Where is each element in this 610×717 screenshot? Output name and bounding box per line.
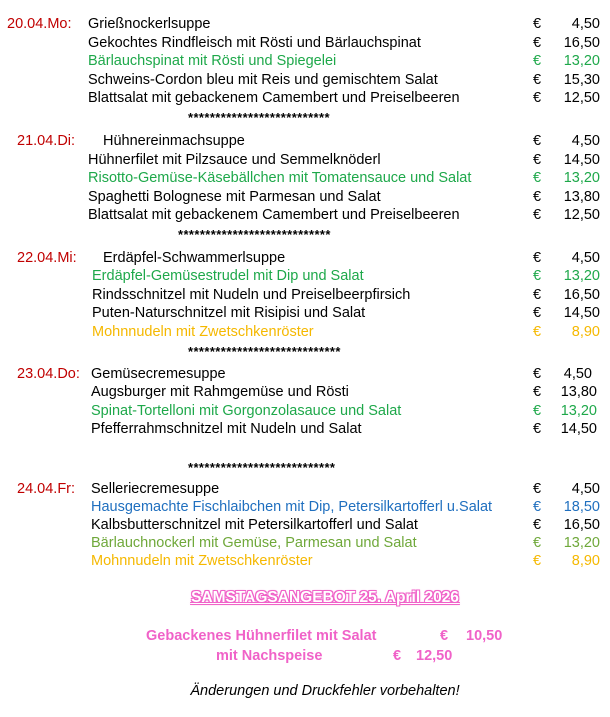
menu-item-dessert: Mohnnudeln mit Zwetschkenröster bbox=[91, 553, 313, 569]
menu-item-vegetarian: Bärlauchnockerl mit Gemüse, Parmesan und Salat bbox=[91, 535, 417, 551]
menu-price: 13,20 bbox=[563, 170, 600, 186]
menu-item: Augsburger mit Rahmgemüse und Rösti bbox=[91, 384, 349, 400]
menu-price: 4,50 bbox=[571, 250, 600, 266]
euro-sign: € bbox=[533, 72, 542, 88]
separator: *************************** bbox=[188, 460, 336, 475]
menu-item-vegetarian: Risotto-Gemüse-Käsebällchen mit Tomatensauce und Salat bbox=[88, 170, 472, 186]
separator: ************************** bbox=[188, 110, 330, 125]
euro-sign: € bbox=[533, 535, 542, 551]
menu-price: 18,50 bbox=[563, 499, 600, 515]
euro-sign: € bbox=[533, 133, 542, 149]
euro-sign: € bbox=[533, 421, 542, 437]
saturday-offer-euro: € bbox=[393, 648, 402, 664]
menu-price: 16,50 bbox=[563, 35, 600, 51]
euro-sign: € bbox=[533, 53, 542, 69]
euro-sign: € bbox=[533, 207, 542, 223]
menu-price: 13,20 bbox=[563, 535, 600, 551]
menu-price: 13,20 bbox=[563, 53, 600, 69]
euro-sign: € bbox=[533, 189, 542, 205]
euro-sign: € bbox=[533, 481, 542, 497]
menu-item: Blattsalat mit gebackenem Camembert und Preiselbeeren bbox=[88, 90, 460, 106]
menu-price: 8,90 bbox=[571, 553, 600, 569]
saturday-offer-price: 10,50 bbox=[466, 628, 503, 644]
menu-price: 13,80 bbox=[560, 384, 597, 400]
menu-item: Hühnerfilet mit Pilzsauce und Semmelknöderl bbox=[88, 152, 381, 168]
menu-price: 16,50 bbox=[563, 517, 600, 533]
menu-item: Hühnereinmachsuppe bbox=[103, 133, 245, 149]
menu-item: Gekochtes Rindfleisch mit Rösti und Bärlauchspinat bbox=[88, 35, 421, 51]
menu-price: 4,50 bbox=[571, 133, 600, 149]
menu-price: 12,50 bbox=[563, 207, 600, 223]
menu-price: 14,50 bbox=[560, 421, 597, 437]
menu-item: Spaghetti Bolognese mit Parmesan und Salat bbox=[88, 189, 381, 205]
menu-item: Schweins-Cordon bleu mit Reis und gemischtem Salat bbox=[88, 72, 438, 88]
menu-item-vegetarian: Spinat-Tortelloni mit Gorgonzolasauce und Salat bbox=[91, 403, 402, 419]
euro-sign: € bbox=[533, 384, 542, 400]
disclaimer: Änderungen und Druckfehler vorbehalten! bbox=[190, 683, 460, 699]
saturday-offer-title: SAMSTAGSANGEBOT 25. April 2026 bbox=[191, 589, 459, 606]
euro-sign: € bbox=[533, 268, 542, 284]
menu-price: 14,50 bbox=[563, 305, 600, 321]
menu-price: 16,50 bbox=[563, 287, 600, 303]
menu-price: 8,90 bbox=[571, 324, 600, 340]
menu-price: 4,50 bbox=[563, 366, 592, 382]
menu-item-dessert: Mohnnudeln mit Zwetschkenröster bbox=[92, 324, 314, 340]
euro-sign: € bbox=[533, 90, 542, 106]
menu-item-vegetarian: Bärlauchspinat mit Rösti und Spiegelei bbox=[88, 53, 337, 69]
euro-sign: € bbox=[533, 499, 542, 515]
euro-sign: € bbox=[533, 517, 542, 533]
euro-sign: € bbox=[533, 366, 542, 382]
menu-price: 13,80 bbox=[563, 189, 600, 205]
menu-item: Rindsschnitzel mit Nudeln und Preiselbeerpfirsich bbox=[92, 287, 411, 303]
euro-sign: € bbox=[533, 305, 542, 321]
saturday-offer-euro: € bbox=[440, 628, 449, 644]
day-label: 23.04.Do: bbox=[17, 366, 80, 382]
menu-item: Gemüsecremesuppe bbox=[91, 366, 226, 382]
menu-item: Pfefferrahmschnitzel mit Nudeln und Salat bbox=[91, 421, 362, 437]
menu-item: Kalbsbutterschnitzel mit Petersilkartofferl und Salat bbox=[91, 517, 418, 533]
menu-price: 13,20 bbox=[560, 403, 597, 419]
menu-price: 15,30 bbox=[563, 72, 600, 88]
euro-sign: € bbox=[533, 170, 542, 186]
day-label: 24.04.Fr: bbox=[17, 481, 76, 497]
menu-price: 4,50 bbox=[571, 16, 600, 32]
day-label: 20.04.Mo: bbox=[7, 16, 72, 32]
separator: **************************** bbox=[188, 344, 341, 359]
menu-price: 4,50 bbox=[571, 481, 600, 497]
euro-sign: € bbox=[533, 250, 542, 266]
euro-sign: € bbox=[533, 152, 542, 168]
menu-item: Blattsalat mit gebackenem Camembert und Preiselbeeren bbox=[88, 207, 460, 223]
menu-item-fish: Hausgemachte Fischlaibchen mit Dip, Petersilkartofferl u.Salat bbox=[91, 499, 493, 515]
euro-sign: € bbox=[533, 403, 542, 419]
menu-item: Erdäpfel-Schwammerlsuppe bbox=[103, 250, 286, 266]
euro-sign: € bbox=[533, 324, 542, 340]
menu-item: Grießnockerlsuppe bbox=[88, 16, 211, 32]
euro-sign: € bbox=[533, 35, 542, 51]
menu-item-vegetarian: Erdäpfel-Gemüsestrudel mit Dip und Salat bbox=[92, 268, 364, 284]
saturday-offer-dessert: mit Nachspeise bbox=[216, 648, 323, 664]
euro-sign: € bbox=[533, 553, 542, 569]
euro-sign: € bbox=[533, 16, 542, 32]
menu-item: Puten-Naturschnitzel mit Risipisi und Salat bbox=[92, 305, 366, 321]
separator: **************************** bbox=[178, 227, 331, 242]
menu-price: 14,50 bbox=[563, 152, 600, 168]
euro-sign: € bbox=[533, 287, 542, 303]
day-label: 21.04.Di: bbox=[17, 133, 76, 149]
menu-price: 13,20 bbox=[563, 268, 600, 284]
day-label: 22.04.Mi: bbox=[17, 250, 77, 266]
saturday-offer-dish: Gebackenes Hühnerfilet mit Salat bbox=[146, 628, 377, 644]
saturday-offer-dessert-price: 12,50 bbox=[416, 648, 453, 664]
menu-item: Selleriecremesuppe bbox=[91, 481, 220, 497]
menu-price: 12,50 bbox=[563, 90, 600, 106]
